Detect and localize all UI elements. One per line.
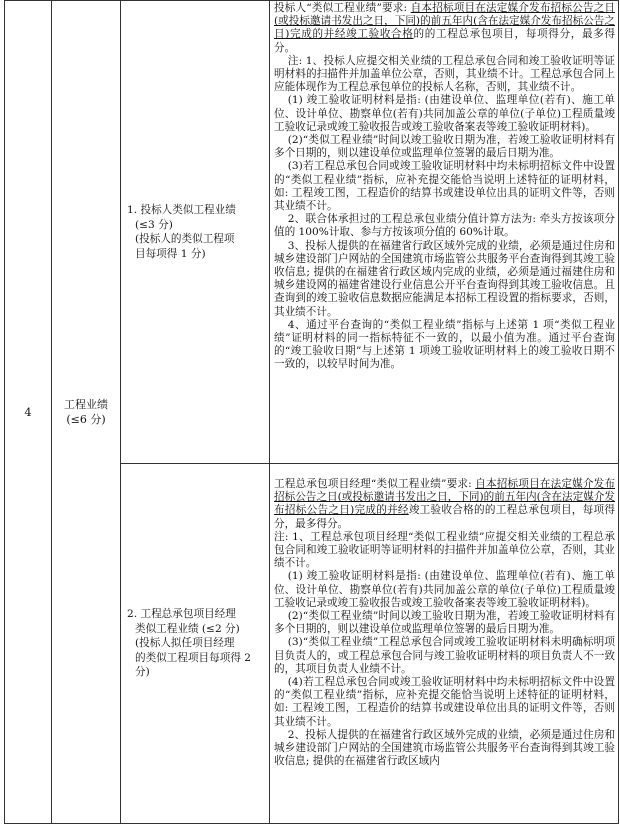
note-paragraph: (1) 竣工验收证明材料是指: (由建设单位、监理单位(若有)、施工单位、设计单位、勘察单位(若有)共同加盖公章的单位(子单位)工程质量竣工验收记录或竣工验收报告或竣工验收备案表等竣工验收证明材料)。 [274, 94, 615, 133]
criterion-text: 的类似工程项目每项得 2 [135, 651, 252, 664]
requirement-paragraph [274, 478, 615, 531]
note-paragraph: 2、投标人提供的在福建省行政区域外完成的业绩，必须是通过住房和城乡建设部门户网站的全国建筑市场监管公共服务平台查询得到其竣工验收信息; 提供的在福建省行政区域内 [274, 728, 615, 768]
criterion-text: 类似工程业绩 (≤2 分) [135, 622, 240, 635]
requirement-tail: 的的工程总承包项目，每项得分，最多得分。 [274, 28, 615, 54]
requirement-tail: 竣工验收合格的的工程总承包项目，每项得分，最多得分。 [274, 504, 616, 530]
table-row [5, 1, 619, 464]
note-paragraph: (2)“类似工程业绩”时间以竣工验收日期为准，若竣工验收证明材料有多个日期的，则以建设单位或监理单位签署的最后日期为准。 [274, 610, 615, 636]
note-paragraph: 注: 1、投标人应提交相关业绩的工程总承包合同和竣工验收证明等证明材料的扫描件并加盖单位公章，否则，其业绩不计。工程总承包合同上应能体现作为工程总承包单位的投标人名称，否则，其业绩不计。 [274, 54, 615, 94]
note-paragraph: 2、联合体承担过的工程总承包业绩分值计算方法为: 牵头方按该项分值的 100%计取、参与方按该项分值的 60%计取。 [274, 213, 615, 239]
note-paragraph: 4、通过平台查询的“类似工程业绩”指标与上述第 1 项“类似工程业绩”证明材料的同一指标特征不一致的，以最小值为准。通过平台查询的“竣工验收日期”与上述第 1 项竣工验收证明材料上的竣工验收日期不一致的，以较早时间为准。 [274, 318, 615, 371]
requirement-lead: 工程总承包项目经理“类似工程业绩”要求: [274, 478, 476, 490]
criterion-text: 2. 工程总承包项目经理 [127, 608, 236, 621]
criterion-text: 目每项得 1 分) [135, 247, 206, 260]
criterion-description-1 [270, 1, 619, 464]
requirement-underlined: 自本招标项目在法定媒介发布招标公告之日(或投标邀请书发出之日，下同)的前五年内(含在法定媒介发布招标公告之日)完成的并经 [274, 478, 615, 517]
criterion-text: 分) [135, 666, 150, 679]
note-paragraph: (1) 竣工验收证明材料是指: (由建设单位、监理单位(若有)、施工单位、设计单位、勘察单位(若有)共同加盖公章的单位(子单位)工程质量竣工验收记录或竣工验收报告或竣工验收备案表等竣工验收证明材料)。 [274, 570, 615, 609]
criterion-text: (投标人拟任项目经理 [135, 637, 235, 650]
requirement-underlined: 自本招标项目在法定媒介发布招标公告之日(或投标邀请书发出之日，下同)的前五年内(含在法定媒介发布招标公告之日)完成的并经竣工验收合格 [274, 2, 615, 41]
note-paragraph: 注: 1、工程总承包项目经理“类似工程业绩”应提交相关业绩的工程总承包合同和竣工验收证明等证明材料的扫描件并加盖单位公章，否则，其业绩不计。 [274, 530, 615, 570]
category-cell [52, 1, 121, 824]
category-name: 工程业绩 [64, 398, 108, 411]
note-paragraph: (3)若工程总承包合同或竣工验收证明材料中均未标明招标文件中设置的“类似工程业绩”指标，应补充提交能恰当说明上述特征的证明材料，如: 工程竣工图，工程造价的结算书或建设单位出具的证明文件等，否则其业绩不计。 [274, 160, 615, 213]
note-paragraph: (4)若工程总承包合同或竣工验收证明材料中均未标明招标文件中设置的“类似工程业绩”指标，应补充提交能恰当说明上述特征的证明材料，如: 工程竣工图，工程造价的结算书或建设单位出具的证明文件等，否则其业绩不计。 [274, 676, 615, 728]
criterion-bidder-performance [121, 1, 270, 464]
item-number: 4 [5, 1, 52, 824]
requirement-lead: 投标人“类似工程业绩”要求: [274, 2, 411, 14]
scoring-table [4, 0, 619, 824]
note-paragraph: (3)“类似工程业绩”工程总承包合同或竣工验收证明材料未明确标明项目负责人的，或工程总承包合同与竣工验收证明材料的项目负责人不一致的，其项目负责人业绩不计。 [274, 636, 615, 675]
requirement-paragraph [274, 2, 615, 55]
criterion-text: (≤3 分) [135, 218, 173, 231]
criterion-text: (投标人的类似工程项 [135, 233, 235, 245]
note-paragraph: 3、投标人提供的在福建省行政区域外完成的业绩，必须是通过住房和城乡建设部门户网站的全国建筑市场监管公共服务平台查询得到其竣工验收信息; 提供的在福建省行政区域内完成的业绩，必须是通过福建住房和城乡建设网的福建省建设行业信息公开平台查询得到其竣工验收信息。且查询到的竣工验收信息数据应能满足本招标工程设置的指标要求，否则，其业绩不计。 [274, 239, 615, 318]
criterion-text: 1. 投标人类似工程业绩 [127, 204, 236, 216]
category-max-score: (≤6 分) [66, 413, 106, 426]
criterion-manager-performance [121, 464, 270, 824]
criterion-description-2 [270, 464, 619, 824]
note-paragraph: (2)“类似工程业绩”时间以竣工验收日期为准，若竣工验收证明材料有多个日期的，则以建设单位或监理单位签署的最后日期为准。 [274, 134, 615, 160]
